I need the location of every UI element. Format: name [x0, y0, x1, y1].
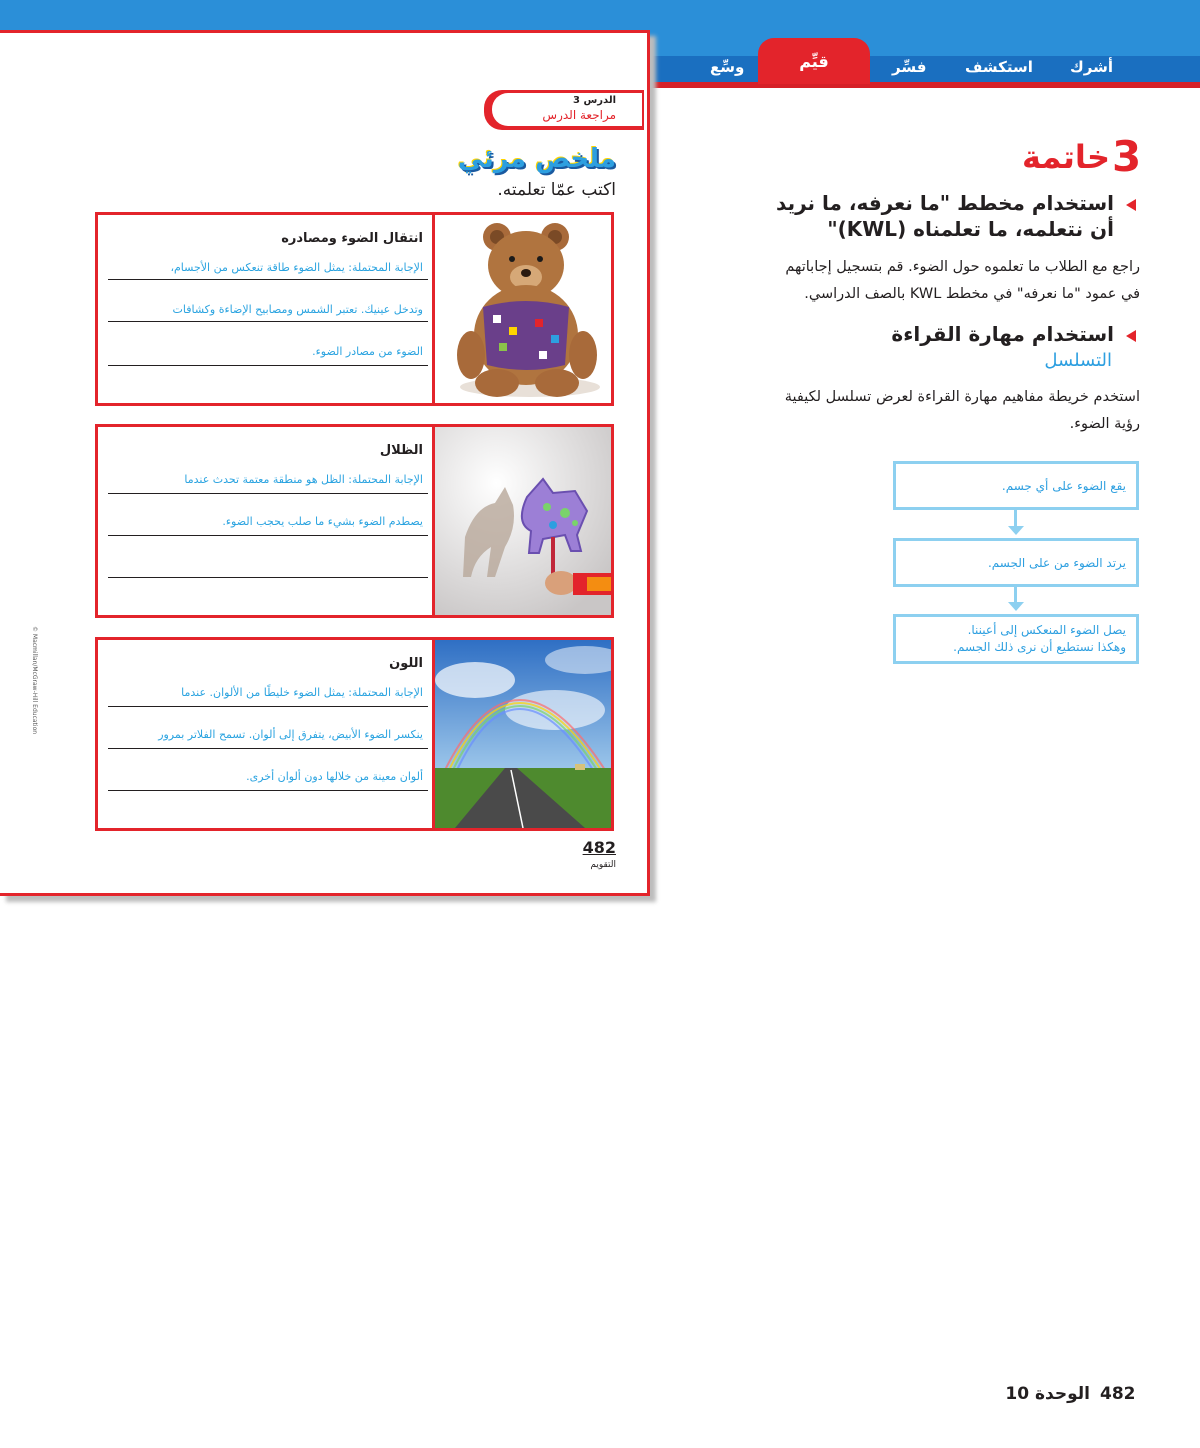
nav-strip-border [650, 82, 1200, 88]
footer-page-number: 482 [1100, 1384, 1136, 1404]
write-line [108, 279, 428, 280]
kwl-paragraph [700, 254, 1140, 308]
write-prompt: اكتب عمّا تعلمته. [497, 180, 616, 200]
kwl-heading-line: استخدام مخطط "ما نعرفه، ما نريد [776, 191, 1114, 215]
nav-tab-engage[interactable]: أشرك [1070, 58, 1113, 76]
summary-box-light [95, 212, 614, 406]
nav-tab-explain[interactable]: فسِّر [892, 58, 927, 76]
answer-line: الإجابة المحتملة: يمثل الضوء طاقة تنعكس من الأجسام، [170, 261, 423, 274]
sequence-step-1: يقع الضوء على أي جسم. [893, 461, 1139, 510]
answer-line: الضوء من مصادر الضوء. [312, 345, 423, 358]
answer-line: الإجابة المحتملة: يمثل الضوء خليطًا من الألوان. عندما [181, 686, 423, 699]
lesson-title: مراجعة الدرس [542, 108, 616, 122]
student-page-number: 482 [582, 838, 616, 857]
sequence-step-line: وهكذا نستطيع أن نرى ذلك الجسم. [953, 640, 1126, 654]
visual-summary-title: ملخص مرئي [457, 144, 616, 174]
nav-tab-extend[interactable]: وسِّع [710, 58, 745, 76]
write-line [108, 748, 428, 749]
bullet-arrow-icon [1126, 199, 1136, 211]
answer-line: يصطدم الضوء بشيء ما صلب يحجب الضوء. [222, 515, 423, 528]
write-line [108, 493, 428, 494]
section-title: خاتمة [1022, 138, 1110, 176]
answer-line: ألوان معينة من خلالها دون ألوان أخرى. [246, 770, 423, 783]
summary-box-color [95, 637, 614, 831]
arrow-down-icon [1008, 602, 1024, 611]
sequence-step-3 [893, 614, 1139, 664]
sequence-arrow [1014, 587, 1017, 603]
answer-line: ينكسر الضوء الأبيض، يتفرق إلى ألوان. تسمح الفلاتر بمرور [158, 728, 423, 741]
summary-box-shadows [95, 424, 614, 618]
write-line [108, 365, 428, 366]
section-number: 3 [1112, 132, 1142, 181]
teddy-bear-image [435, 215, 611, 403]
box-title: اللون [389, 656, 423, 671]
answer-line: الإجابة المحتملة: الظل هو منطقة معتمة تحدث عندما [184, 473, 423, 486]
copyright-credit: © Macmillan/McGraw-Hill Education [31, 626, 38, 735]
sequence-step-2: يرتد الضوء من على الجسم. [893, 538, 1139, 587]
footer-unit: الوحدة 10 [1005, 1384, 1090, 1404]
kwl-heading-line: أن نتعلمه، ما تعلمناه (KWL)" [827, 217, 1114, 241]
sequence-paragraph-line: رؤية الضوء. [1069, 416, 1140, 432]
bullet-arrow-icon [1126, 330, 1136, 342]
kwl-paragraph-line: راجع مع الطلاب ما تعلموه حول الضوء. قم بتسجيل إجاباتهم [785, 259, 1140, 275]
shadow-puppet-image [435, 427, 611, 615]
box-title: الظلال [379, 443, 423, 458]
box-title: انتقال الضوء ومصادره [281, 231, 423, 246]
lesson-number: الدرس 3 [573, 95, 616, 106]
nav-tab-explore[interactable]: استكشف [965, 58, 1033, 76]
kwl-heading [700, 190, 1114, 242]
nav-tab-evaluate[interactable]: قيِّم [799, 52, 829, 71]
sequence-subheading: التسلسل [1044, 350, 1112, 371]
answer-line: وتدخل عينيك. تعتبر الشمس ومصابيح الإضاءة وكشافات [172, 303, 423, 316]
write-line [108, 790, 428, 791]
write-line [108, 535, 428, 536]
student-page-label: التقويم [590, 860, 616, 870]
write-line [108, 706, 428, 707]
arrow-down-icon [1008, 526, 1024, 535]
reading-skill-heading: استخدام مهارة القراءة [891, 322, 1114, 346]
sequence-step-line: يصل الضوء المنعكس إلى أعيننا. [967, 623, 1126, 637]
write-line [108, 321, 428, 322]
rainbow-road-image [435, 640, 611, 828]
write-line [108, 577, 428, 578]
sequence-paragraph [700, 384, 1140, 438]
kwl-paragraph-line: في عمود "ما نعرفه" في مخطط KWL بالصف الدراسي. [804, 286, 1140, 302]
sequence-paragraph-line: استخدم خريطة مفاهيم مهارة القراءة لعرض تسلسل لكيفية [784, 389, 1140, 405]
